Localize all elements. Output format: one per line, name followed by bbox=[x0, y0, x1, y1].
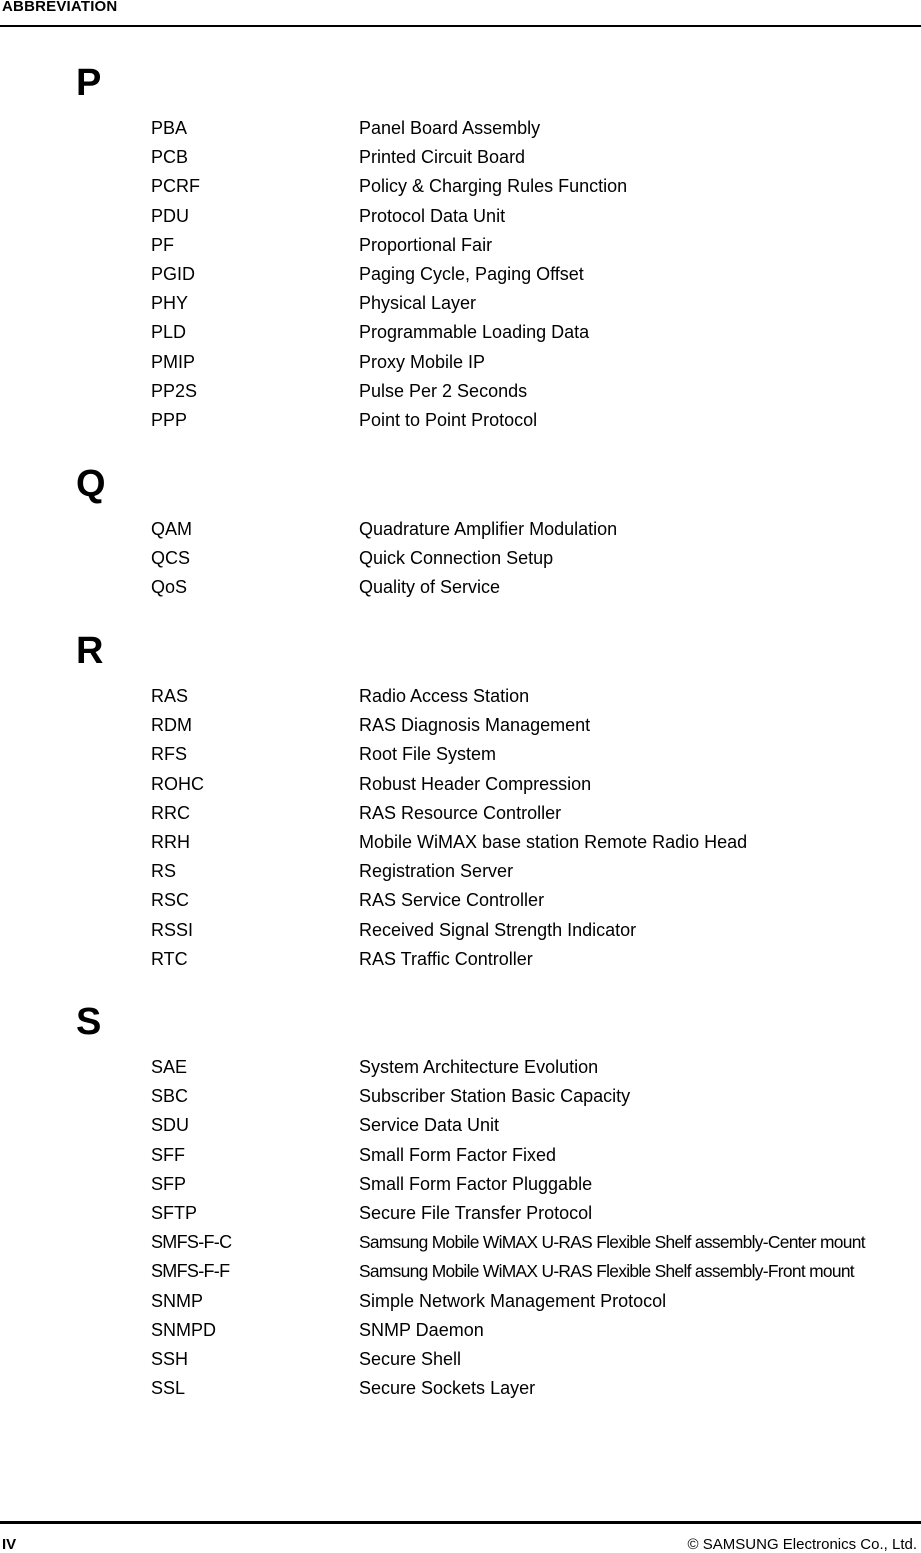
definition: Small Form Factor Fixed bbox=[359, 1144, 557, 1165]
abbreviation: PP2S bbox=[151, 380, 198, 401]
definition: Secure Sockets Layer bbox=[359, 1378, 536, 1399]
definition: Policy & Charging Rules Function bbox=[359, 176, 628, 197]
list-item bbox=[0, 519, 921, 548]
list-item bbox=[0, 1057, 921, 1086]
list-item bbox=[0, 176, 921, 205]
abbreviation: SFF bbox=[151, 1144, 185, 1165]
list-item bbox=[0, 1115, 921, 1144]
list-item bbox=[0, 686, 921, 715]
definition: Secure File Transfer Protocol bbox=[359, 1202, 593, 1223]
entry-list bbox=[0, 1057, 921, 1407]
definition: Simple Network Management Protocol bbox=[359, 1290, 667, 1311]
definition: Proxy Mobile IP bbox=[359, 351, 486, 372]
abbreviation: PCB bbox=[151, 147, 189, 168]
entry-list bbox=[0, 118, 921, 439]
list-item bbox=[0, 832, 921, 861]
list-item bbox=[0, 381, 921, 410]
section-letter: P bbox=[76, 62, 102, 104]
list-item bbox=[0, 293, 921, 322]
abbreviation: PLD bbox=[151, 322, 187, 343]
list-item bbox=[0, 235, 921, 264]
list-item bbox=[0, 1291, 921, 1320]
abbreviation: RTC bbox=[151, 948, 188, 969]
abbreviation: RSC bbox=[151, 890, 190, 911]
abbreviation: SBC bbox=[151, 1086, 189, 1107]
abbreviation: SSH bbox=[151, 1348, 189, 1369]
abbreviation: SMFS-F-C bbox=[151, 1232, 232, 1253]
definition: Quadrature Amplifier Modulation bbox=[359, 519, 618, 539]
list-item bbox=[0, 1203, 921, 1232]
list-item bbox=[0, 1349, 921, 1378]
abbreviation: SFP bbox=[151, 1173, 187, 1194]
page-title: ABBREVIATION bbox=[2, 0, 118, 15]
definition: RAS Traffic Controller bbox=[359, 948, 533, 969]
list-item bbox=[0, 1174, 921, 1203]
abbreviation: PHY bbox=[151, 293, 189, 314]
definition: Quick Connection Setup bbox=[359, 548, 554, 569]
definition: Radio Access Station bbox=[359, 686, 530, 706]
definition: RAS Service Controller bbox=[359, 890, 545, 911]
abbreviation: QAM bbox=[151, 519, 193, 539]
list-item bbox=[0, 548, 921, 577]
abbreviation: PMIP bbox=[151, 351, 196, 372]
page-footer bbox=[0, 1521, 921, 1551]
abbreviation: SDU bbox=[151, 1115, 190, 1136]
list-item bbox=[0, 744, 921, 773]
list-item bbox=[0, 577, 921, 606]
abbreviation: RSSI bbox=[151, 919, 194, 940]
abbreviation: PF bbox=[151, 234, 175, 255]
definition: Physical Layer bbox=[359, 293, 477, 314]
definition: Subscriber Station Basic Capacity bbox=[359, 1086, 631, 1107]
definition: Robust Header Compression bbox=[359, 773, 592, 794]
definition: RAS Diagnosis Management bbox=[359, 715, 591, 736]
abbreviation: RDM bbox=[151, 715, 192, 736]
list-item bbox=[0, 774, 921, 803]
copyright-notice: © SAMSUNG Electronics Co., Ltd. bbox=[687, 1536, 917, 1553]
entry-list bbox=[0, 519, 921, 607]
list-item bbox=[0, 118, 921, 147]
list-item bbox=[0, 715, 921, 744]
list-item bbox=[0, 410, 921, 439]
list-item bbox=[0, 147, 921, 176]
definition: Proportional Fair bbox=[359, 234, 493, 255]
abbreviation: PDU bbox=[151, 205, 190, 226]
abbreviation: RRC bbox=[151, 802, 190, 823]
page-number: IV bbox=[2, 1536, 17, 1553]
section-letter: R bbox=[76, 630, 104, 672]
definition: Pulse Per 2 Seconds bbox=[359, 380, 528, 401]
definition: Registration Server bbox=[359, 861, 514, 882]
abbreviation: SMFS-F-F bbox=[151, 1261, 230, 1282]
definition: Mobile WiMAX base station Remote Radio Head bbox=[359, 831, 748, 852]
list-item bbox=[0, 1145, 921, 1174]
list-item bbox=[0, 206, 921, 235]
definition: Service Data Unit bbox=[359, 1115, 500, 1136]
abbreviation: SFTP bbox=[151, 1202, 198, 1223]
abbreviation: SNMP bbox=[151, 1290, 204, 1311]
definition: Programmable Loading Data bbox=[359, 322, 590, 343]
list-item bbox=[0, 1086, 921, 1115]
list-item bbox=[0, 890, 921, 919]
definition: Protocol Data Unit bbox=[359, 205, 506, 226]
definition: RAS Resource Controller bbox=[359, 802, 562, 823]
list-item bbox=[0, 803, 921, 832]
abbreviation: RFS bbox=[151, 744, 187, 765]
abbreviation: ROHC bbox=[151, 773, 204, 794]
definition: Small Form Factor Pluggable bbox=[359, 1173, 593, 1194]
entry-list bbox=[0, 686, 921, 978]
definition: SNMP Daemon bbox=[359, 1319, 484, 1340]
abbreviation: PGID bbox=[151, 263, 196, 284]
abbreviation: QoS bbox=[151, 577, 188, 598]
page-header bbox=[0, 0, 921, 27]
list-item bbox=[0, 861, 921, 890]
definition: Samsung Mobile WiMAX U-RAS Flexible Shelf assembly-Center mount bbox=[359, 1232, 865, 1253]
definition: Printed Circuit Board bbox=[359, 147, 526, 168]
list-item bbox=[0, 1320, 921, 1349]
abbreviation: PCRF bbox=[151, 176, 200, 197]
list-item bbox=[0, 949, 921, 978]
abbreviation: PPP bbox=[151, 409, 188, 430]
list-item bbox=[0, 1232, 921, 1261]
definition: Panel Board Assembly bbox=[359, 118, 541, 138]
abbreviation: SAE bbox=[151, 1057, 188, 1077]
list-item bbox=[0, 352, 921, 381]
abbreviation: SNMPD bbox=[151, 1319, 217, 1340]
list-item bbox=[0, 1261, 921, 1290]
list-item bbox=[0, 322, 921, 351]
definition: Quality of Service bbox=[359, 577, 501, 598]
list-item bbox=[0, 264, 921, 293]
definition: Point to Point Protocol bbox=[359, 409, 538, 430]
abbreviation: RRH bbox=[151, 831, 190, 852]
definition: Samsung Mobile WiMAX U-RAS Flexible Shelf assembly-Front mount bbox=[359, 1261, 854, 1282]
definition: Received Signal Strength Indicator bbox=[359, 919, 637, 940]
list-item bbox=[0, 920, 921, 949]
section-letter: Q bbox=[76, 463, 106, 505]
abbreviation: SSL bbox=[151, 1378, 186, 1399]
abbreviation: QCS bbox=[151, 548, 191, 569]
abbreviation: RS bbox=[151, 861, 177, 882]
definition: Root File System bbox=[359, 744, 497, 765]
definition: Secure Shell bbox=[359, 1348, 462, 1369]
list-item bbox=[0, 1378, 921, 1407]
definition: System Architecture Evolution bbox=[359, 1057, 599, 1077]
abbreviation: RAS bbox=[151, 686, 189, 706]
section-letter: S bbox=[76, 1001, 102, 1043]
abbreviation: PBA bbox=[151, 118, 188, 138]
definition: Paging Cycle, Paging Offset bbox=[359, 263, 584, 284]
